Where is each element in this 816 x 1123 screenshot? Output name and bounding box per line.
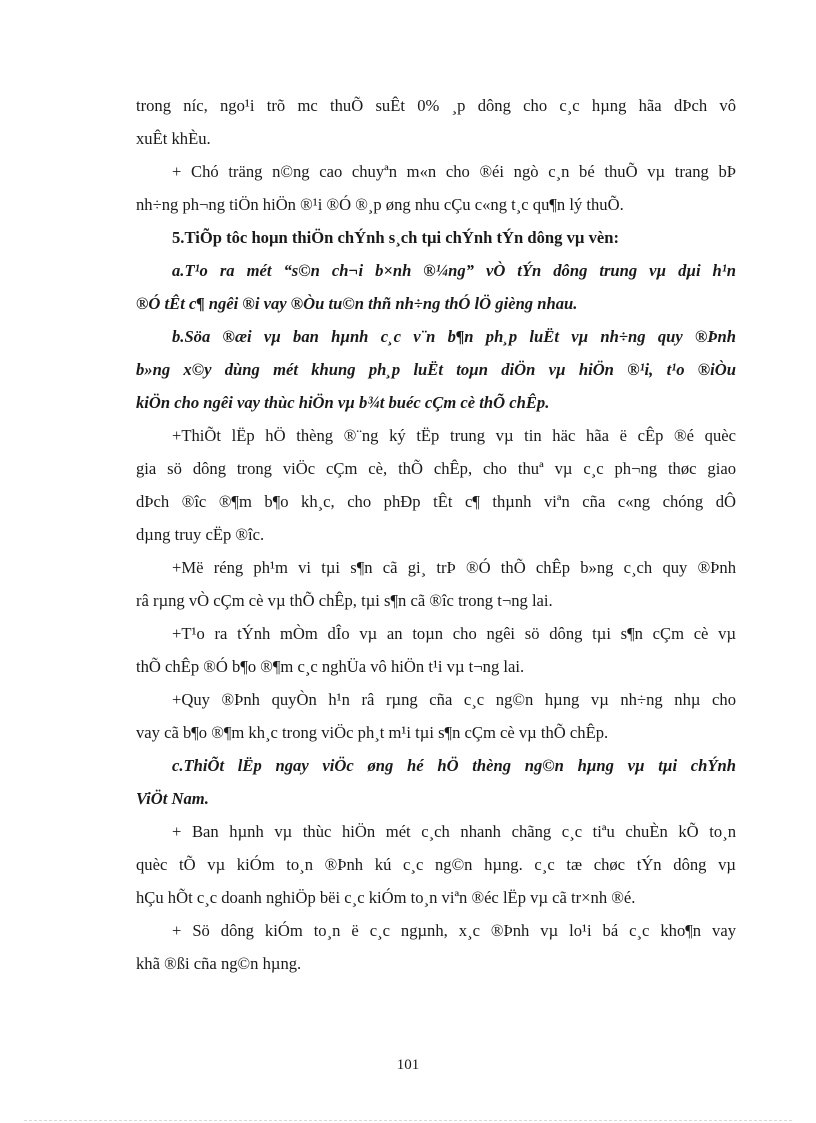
text-line: +ThiÕt lËp hÖ thèng ®¨ng ký tËp trung vµ tin häc hãa ë cÊp ®é quèc: [172, 426, 736, 445]
text-line: +T¹o ra tÝnh mÒm dÎo vµ an toµn cho ngêi sö dông tµi s¶n cÇm cè vµ: [172, 624, 736, 643]
section-heading: 5.TiÕp tôc hoµn thiÖn chÝnh s¸ch tµi chÝnh tÝn dông vµ vèn:: [172, 228, 620, 247]
subheading-line: b»ng x©y dùng mét khung ph¸p luËt toµn diÖn vµ hiÖn ®¹i, t¹o ®iÒu: [136, 360, 736, 379]
subheading-line: ®Ó tÊt c¶ ngêi ®i vay ®Òu tu©n thñ nh÷ng thÓ lÖ gièng nhau.: [136, 294, 578, 313]
text-line: dÞch ®îc ®¶m b¶o kh¸c, cho phÐp tÊt c¶ thµnh viªn cña c«ng chóng dÔ: [136, 492, 736, 511]
text-line: + Ban hµnh vµ thùc hiÖn mét c¸ch nhanh chãng c¸c tiªu chuÈn kÕ to¸n: [172, 822, 736, 841]
subheading-line: kiÖn cho ngêi vay thùc hiÖn vµ b¾t buéc cÇm cè thÕ chÊp.: [136, 393, 550, 412]
text-line: thÕ chÊp ®Ó b¶o ®¶m c¸c nghÜa vô hiÖn t¹i vµ t¬ng lai.: [136, 657, 525, 676]
page-number: 101: [396, 1057, 420, 1073]
text-line: vay cã b¶o ®¶m kh¸c trong viÖc ph¸t m¹i tµi s¶n cÇm cè vµ thÕ chÊp.: [136, 723, 609, 742]
subheading-line: ViÖt Nam.: [136, 789, 209, 808]
text-line: khã ®ßi cña ng©n hµng.: [136, 954, 302, 973]
page-bottom-divider: [24, 1120, 792, 1121]
text-line: +Më réng ph¹m vi tµi s¶n cã gi¸ trÞ ®Ó thÕ chÊp b»ng c¸ch quy ®Þnh: [172, 558, 736, 577]
text-line: nh÷ng ph¬ng tiÖn hiÖn ®¹i ®Ó ®¸p øng nhu cÇu c«ng t¸c qu¶n lý thuÕ.: [136, 195, 624, 214]
text-line: dµng truy cËp ®îc.: [136, 525, 265, 544]
text-line: + Sö dông kiÓm to¸n ë c¸c ngµnh, x¸c ®Þnh vµ lo¹i bá c¸c kho¶n vay: [172, 921, 736, 940]
text-line: xuÊt khÈu.: [136, 129, 211, 148]
text-line: quèc tÕ vµ kiÓm to¸n ®Þnh kú c¸c ng©n hµng. c¸c tæ chøc tÝn dông vµ: [136, 855, 736, 874]
text-line: + Chó träng n©ng cao chuyªn m«n cho ®éi ngò c¸n bé thuÕ vµ trang bÞ: [172, 162, 736, 181]
subheading-line: a.T¹o ra mét “s©n ch¬i b×nh ®¼ng” vÒ tÝn dông trung vµ dµi h¹n: [172, 261, 736, 280]
text-line: hÇu hÕt c¸c doanh nghiÖp bëi c¸c kiÓm to¸n viªn ®éc lËp vµ cã tr×nh ®é.: [136, 888, 636, 907]
text-line: +Quy ®Þnh quyÒn h¹n râ rµng cña c¸c ng©n hµng vµ nh÷ng nhµ cho: [172, 690, 736, 709]
text-line: gia sö dông trong viÖc cÇm cè, thÕ chÊp, cho thuª vµ c¸c ph¬ng thøc giao: [136, 459, 736, 478]
text-line: trong níc, ngo¹i trõ mc thuÕ suÊt 0% ¸p dông cho c¸c hµng hãa dÞch vô: [136, 96, 736, 115]
subheading-line: b.Söa ®æi vµ ban hµnh c¸c v¨n b¶n ph¸p luËt vµ nh÷ng quy ®Þnh: [172, 327, 736, 346]
subheading-line: c.ThiÕt lËp ngay viÖc øng hé hÖ thèng ng©n hµng vµ tµi chÝnh: [172, 756, 736, 775]
text-line: râ rµng vÒ cÇm cè vµ thÕ chÊp, tµi s¶n cã ®îc trong t¬ng lai.: [136, 591, 553, 610]
